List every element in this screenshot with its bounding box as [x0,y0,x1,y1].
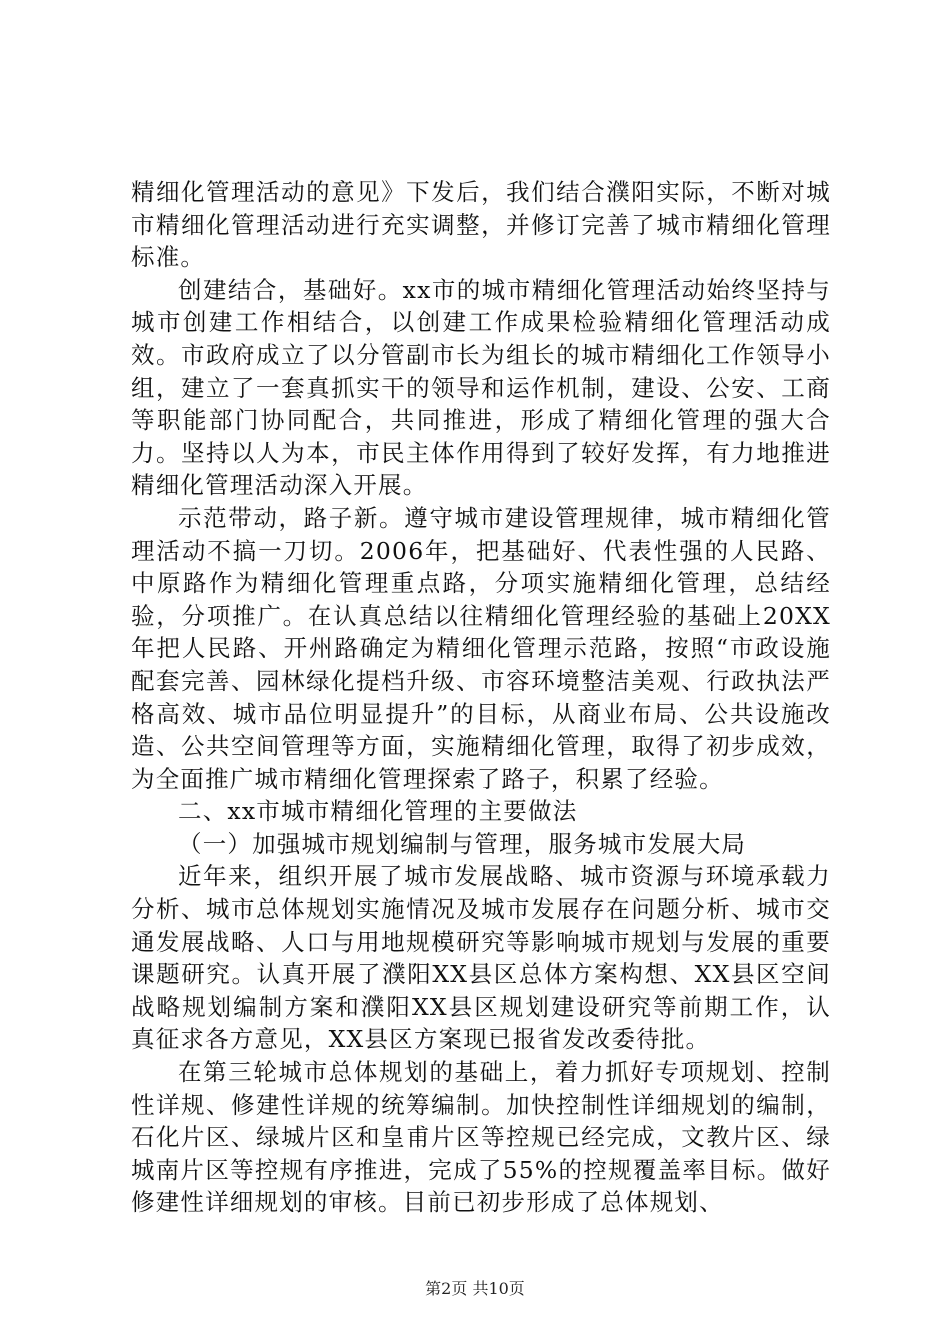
paragraph: 在第三轮城市总体规划的基础上，着力抓好专项规划、控制性详规、修建性详规的统筹编制。加快控制性详细规划的编制，石化片区、绿城片区和皇甫片区等控规已经完成，文教片区、绿城南片区等控规有序推进，完成了55%的控规覆盖率目标。做好修建性详细规划的审核。目前已初步形成了总体规划、 [131,1058,831,1217]
paragraph: 示范带动，路子新。遵守城市建设管理规律，城市精细化管理活动不搞一刀切。2006年，把基础好、代表性强的人民路、中原路作为精细化管理重点路，分项实施精细化管理，总结经验，分项推广。在认真总结以往精细化管理经验的基础上20XX年把人民路、开州路确定为精细化管理示范路，按照“市政设施配套完善、园林绿化提档升级、市容环境整洁美观、行政执法严格高效、城市品位明显提升”的目标，从商业布局、公共设施改造、公共空间管理等方面，实施精细化管理，取得了初步成效，为全面推广城市精细化管理探索了路子，积累了经验。 [131,503,831,793]
subsection-heading: （一）加强城市规划编制与管理，服务城市发展大局 [178,829,747,858]
page-footer: 第2页 共10页 [425,1279,525,1298]
paragraph: 创建结合，基础好。xx市的城市精细化管理活动始终坚持与城市创建工作相结合，以创建工作成果检验精细化管理活动成效。市政府成立了以分管副市长为组长的城市精细化工作领导小组，建立了一套真抓实干的领导和运作机制，建设、公安、工商等职能部门协同配合，共同推进，形成了精细化管理的强大合力。坚持以人为本，市民主体作用得到了较好发挥，有力地推进精细化管理活动深入开展。 [131,275,831,500]
paragraph: 近年来，组织开展了城市发展战略、城市资源与环境承载力分析、城市总体规划实施情况及城市发展存在问题分析、城市交通发展战略、人口与用地规模研究等影响城市规划与发展的重要课题研究。认真开展了濮阳XX县区总体方案构想、XX县区空间战略规划编制方案和濮阳XX县区规划建设研究等前期工作，认真征求各方意见，XX县区方案现已报省发改委待批。 [131,862,831,1054]
paragraph: 精细化管理活动的意见》下发后，我们结合濮阳实际，不断对城市精细化管理活动进行充实调整，并修订完善了城市精细化管理标准。 [131,178,831,272]
section-heading: 二、xx市城市精细化管理的主要做法 [178,797,578,826]
document-body [131,176,831,1219]
